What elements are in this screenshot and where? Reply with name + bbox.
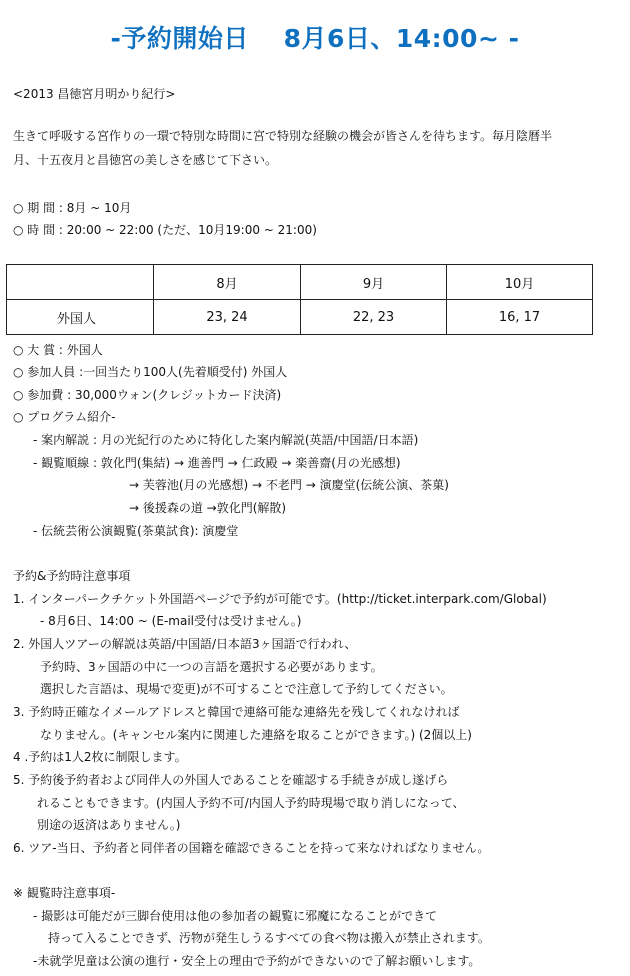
schedule-table (6, 264, 593, 335)
note-2: 2. 外国人ツアーの解説は英語/中国語/日本語3ヶ国語で行われ、 (13, 637, 357, 651)
note-1-sub: - 8月6日、14:00 ~ (E-mail受付は受けません。) (40, 614, 302, 628)
page-title: -予約開始日 8月6日、14:00~ - (110, 24, 520, 53)
schedule-date-sep: 22, 23 (301, 300, 447, 335)
schedule-date-aug: 23, 24 (154, 300, 301, 335)
caution-1: - 撮影は可能だが三脚台使用は他の参加者の観覧に邪魔になることができて (33, 909, 438, 923)
note-5-line-3: 別途の返済はありません。) (37, 818, 181, 832)
notes-heading: 予約&予約時注意事項 (13, 569, 131, 583)
note-3-line-2: なりません。(キャンセル案内に関連した連絡を取ることができます。) (2個以上) (40, 728, 472, 742)
note-3: 3. 予約時正確なイメールアドレスと韓国で連絡可能な連絡先を残してくれなければ (13, 705, 460, 719)
detail-route-1: - 観覧順線 : 敦化門(集結) → 進善門 → 仁政殿 → 楽善齋(月の光感想) (33, 456, 401, 470)
schedule-data-row (7, 300, 593, 335)
note-2-line-3: 選択した言語は、現場で変更)が不可することで注意して予約してください。 (40, 682, 453, 696)
schedule-header-row (7, 265, 593, 300)
note-1: 1. インターパークチケット外国語ページで予約が可能です。(http://ticket.interpark.com/Global) (13, 592, 547, 606)
detail-target: ○ 大 賞 : 外国人 (13, 343, 103, 357)
caution-2: -未就学児童は公演の進行・安全上の理由で予約ができないので了解お願いします。 (33, 954, 481, 968)
period-hours: ○ 時 間 : 20:00 ~ 22:00 (ただ、10月19:00 ~ 21:00) (13, 223, 317, 237)
note-5: 5. 予約後予約者および同伴人の外国人であることを確認する手続きが成し遂げら (13, 773, 449, 787)
note-4: 4 .予約は1人2枚に制限します。 (13, 750, 187, 764)
note-6: 6. ツア-当日、予約者と同伴者の国籍を確認できることを持って来なければなりません。 (13, 841, 490, 855)
detail-capacity: ○ 参加人員 :一回当たり100人(先着順受付) 外国人 (13, 365, 288, 379)
caution-heading: ※ 観覧時注意事項- (13, 886, 116, 900)
detail-performance: - 伝統芸術公演観覧(茶菓試食): 演慶堂 (33, 524, 239, 538)
event-subtitle: <2013 昌徳宮月明かり紀行> (13, 87, 176, 101)
detail-route-3: → 後援森の道 →敦化門(解散) (129, 501, 287, 515)
note-2-line-2: 予約時、3ヶ国語の中に一つの言語を選択する必要があります。 (40, 660, 383, 674)
schedule-date-oct: 16, 17 (447, 300, 593, 335)
period-months: ○ 期 間 : 8月 ~ 10月 (13, 201, 132, 215)
schedule-row-label: 外国人 (7, 300, 154, 335)
detail-fee: ○ 参加費 : 30,000ウォン(クレジットカード決済) (13, 388, 282, 402)
intro-line-2: 月、十五夜月と昌徳宮の美しさを感じて下さい。 (13, 153, 278, 167)
caution-1-line-2: 持って入ることできず、汚物が発生しうるすべての食べ物は搬入が禁止されます。 (48, 931, 490, 945)
schedule-month-oct: 10月 (447, 265, 593, 300)
detail-program-heading: ○ プログラム紹介- (13, 410, 116, 424)
detail-guide: - 案内解説 : 月の光紀行のために特化した案内解説(英語/中国語/日本語) (33, 433, 419, 447)
schedule-month-aug: 8月 (154, 265, 301, 300)
schedule-corner-cell (7, 265, 154, 300)
detail-route-2: → 芙蓉池(月の光感想) → 不老門 → 演慶堂(伝統公演、茶菓) (129, 478, 449, 492)
intro-line-1: 生きて呼吸する宮作りの一環で特別な時間に宮で特別な経験の機会が皆さんを待ちます。毎月陰暦半 (13, 129, 553, 143)
schedule-month-sep: 9月 (301, 265, 447, 300)
note-5-line-2: れることもできます。(内国人予約不可/内国人予約時現場で取り消しになって、 (37, 796, 465, 810)
